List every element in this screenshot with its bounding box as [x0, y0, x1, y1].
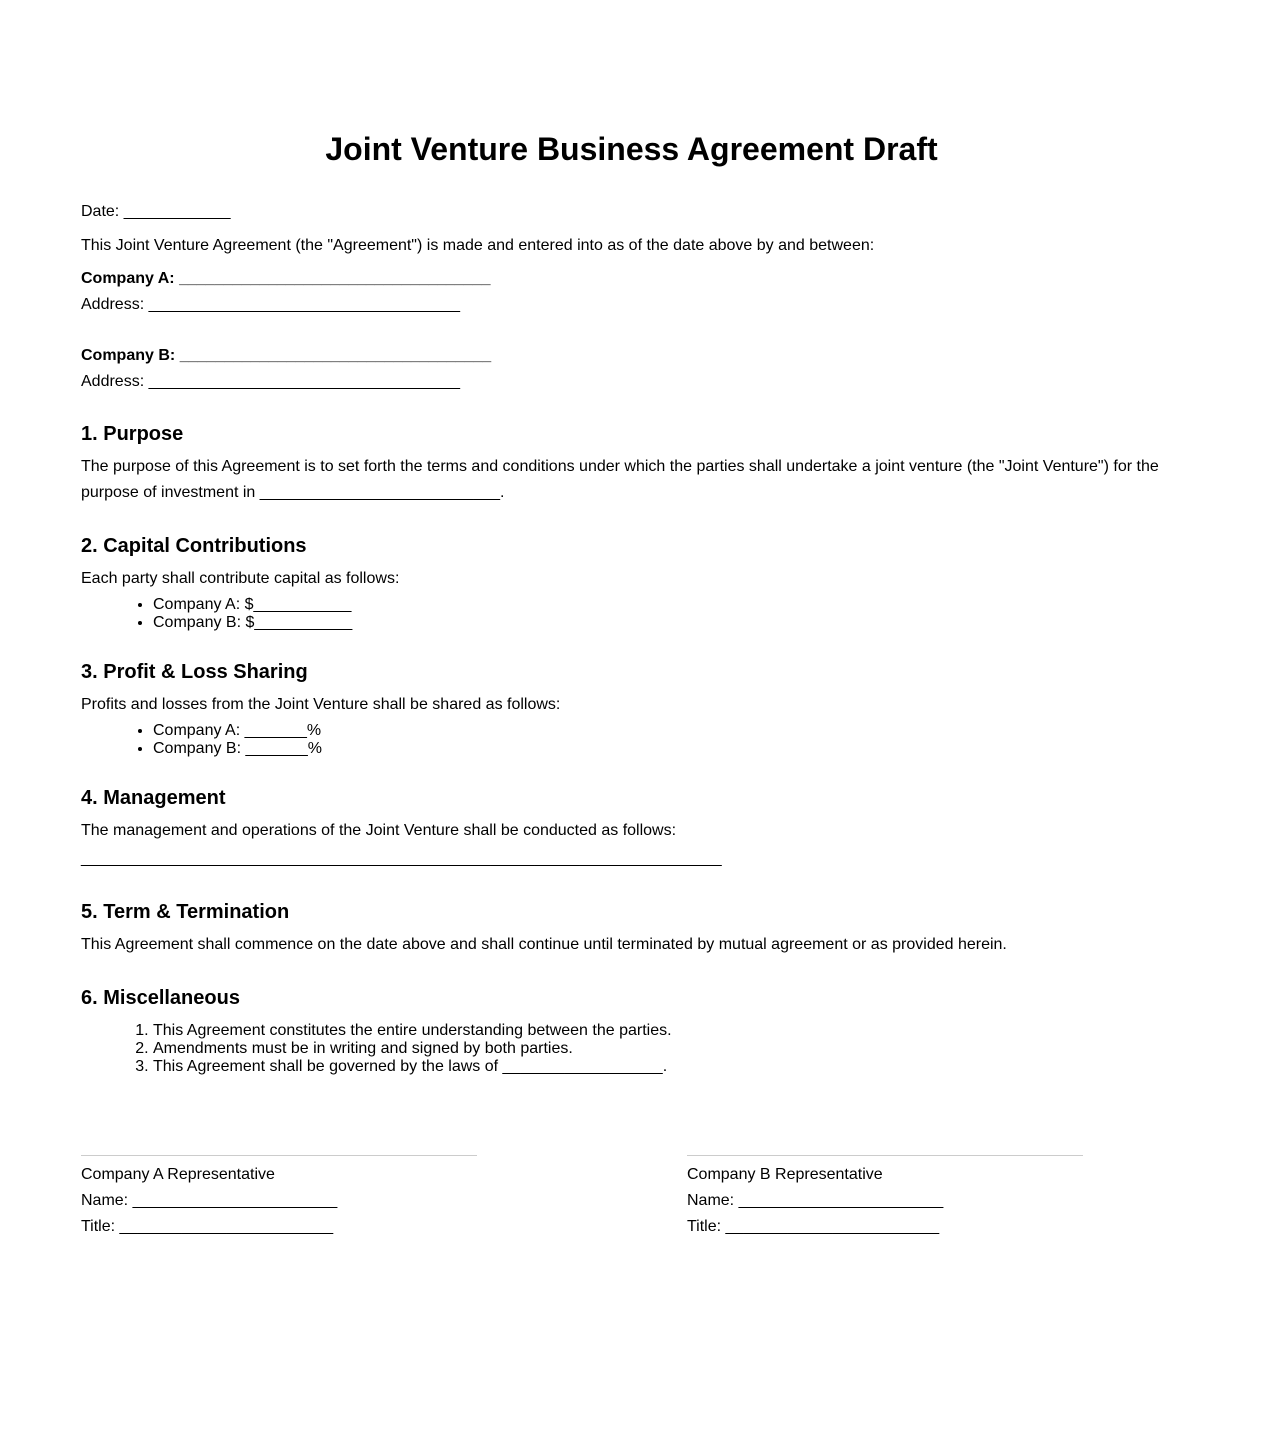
company-b-label: Company B: — [81, 347, 176, 364]
section-text: Each party shall contribute capital as follows: — [81, 570, 400, 587]
signature-rule — [81, 1155, 477, 1156]
name-label: Name: — [81, 1192, 129, 1209]
company-b-address-line — [81, 369, 1182, 395]
section-heading: 3. Profit & Loss Sharing — [81, 661, 308, 683]
list-item: • Company A: _______% — [153, 722, 1182, 740]
misc-list — [81, 1022, 1182, 1076]
company-a-address-label: Address: — [81, 296, 145, 313]
section-purpose — [81, 423, 1182, 506]
section-heading: 6. Miscellaneous — [81, 987, 240, 1009]
list-item: • Company B: _______% — [153, 740, 1182, 758]
name-label: Name: — [687, 1192, 735, 1209]
party-company-a — [81, 266, 1182, 318]
date-blank: ____________ — [123, 203, 231, 220]
section-text: The purpose of this Agreement is to set forth the terms and conditions under which the parties shall undertake a joint venture (the "Joint Venture") for the purpose of investment in ___________________________. — [81, 458, 1159, 501]
profit-list — [81, 722, 1182, 758]
management-blank: ________________________________________________________________________ — [81, 850, 722, 867]
section-capital — [81, 535, 1182, 632]
name-blank: _______________________ — [132, 1192, 338, 1209]
signature-row — [81, 1155, 1182, 1240]
title-blank: ________________________ — [725, 1218, 940, 1235]
list-item: • Company B: $___________ — [153, 614, 1182, 632]
section-heading: 2. Capital Contributions — [81, 535, 307, 557]
name-blank: _______________________ — [738, 1192, 944, 1209]
section-heading: 1. Purpose — [81, 423, 184, 445]
title-label: Title: — [687, 1218, 722, 1235]
list-item: 2. Amendments must be in writing and signed by both parties. — [153, 1040, 1182, 1058]
company-b-address-blank: ___________________________________ — [148, 373, 461, 390]
company-b-blank: ___________________________________ — [179, 347, 492, 364]
list-item: 3. This Agreement shall be governed by the laws of __________________. — [153, 1058, 1182, 1076]
date-line — [81, 199, 1182, 225]
title-blank: ________________________ — [119, 1218, 334, 1235]
company-a-address-line — [81, 292, 1182, 318]
intro-paragraph: This Joint Venture Agreement (the "Agreement") is made and entered into as of the date above by and between: — [81, 237, 875, 254]
signature-label: Company B Representative — [687, 1166, 883, 1183]
company-a-blank: ___________________________________ — [179, 270, 491, 287]
company-b-address-label: Address: — [81, 373, 145, 390]
company-a-label: Company A: — [81, 270, 175, 287]
signature-company-a — [81, 1155, 477, 1240]
company-a-line — [81, 266, 1182, 292]
list-item: 1. This Agreement constitutes the entire understanding between the parties. — [153, 1022, 1182, 1040]
party-company-b — [81, 343, 1182, 395]
company-b-line — [81, 343, 1182, 369]
section-heading: 5. Term & Termination — [81, 901, 290, 923]
signature-name-line — [687, 1188, 1083, 1214]
signature-title-line — [687, 1214, 1083, 1240]
signature-title-line — [81, 1214, 477, 1240]
section-misc — [81, 987, 1182, 1076]
section-management — [81, 787, 1182, 872]
signature-company-b — [687, 1155, 1083, 1240]
signature-label: Company A Representative — [81, 1166, 275, 1183]
section-text: The management and operations of the Joint Venture shall be conducted as follows: — [81, 822, 677, 839]
date-label: Date: — [81, 203, 120, 220]
signature-rule — [687, 1155, 1083, 1156]
list-item: • Company A: $___________ — [153, 596, 1182, 614]
page-title: Joint Venture Business Agreement Draft — [325, 131, 938, 167]
capital-list — [81, 596, 1182, 632]
title-label: Title: — [81, 1218, 116, 1235]
section-heading: 4. Management — [81, 787, 226, 809]
company-a-address-blank: ___________________________________ — [148, 296, 461, 313]
section-term — [81, 901, 1182, 958]
section-text: Profits and losses from the Joint Venture shall be shared as follows: — [81, 696, 561, 713]
signature-name-line — [81, 1188, 477, 1214]
section-profit-loss — [81, 661, 1182, 758]
section-text: This Agreement shall commence on the date above and shall continue until terminated by mutual agreement or as provided herein. — [81, 936, 1007, 953]
